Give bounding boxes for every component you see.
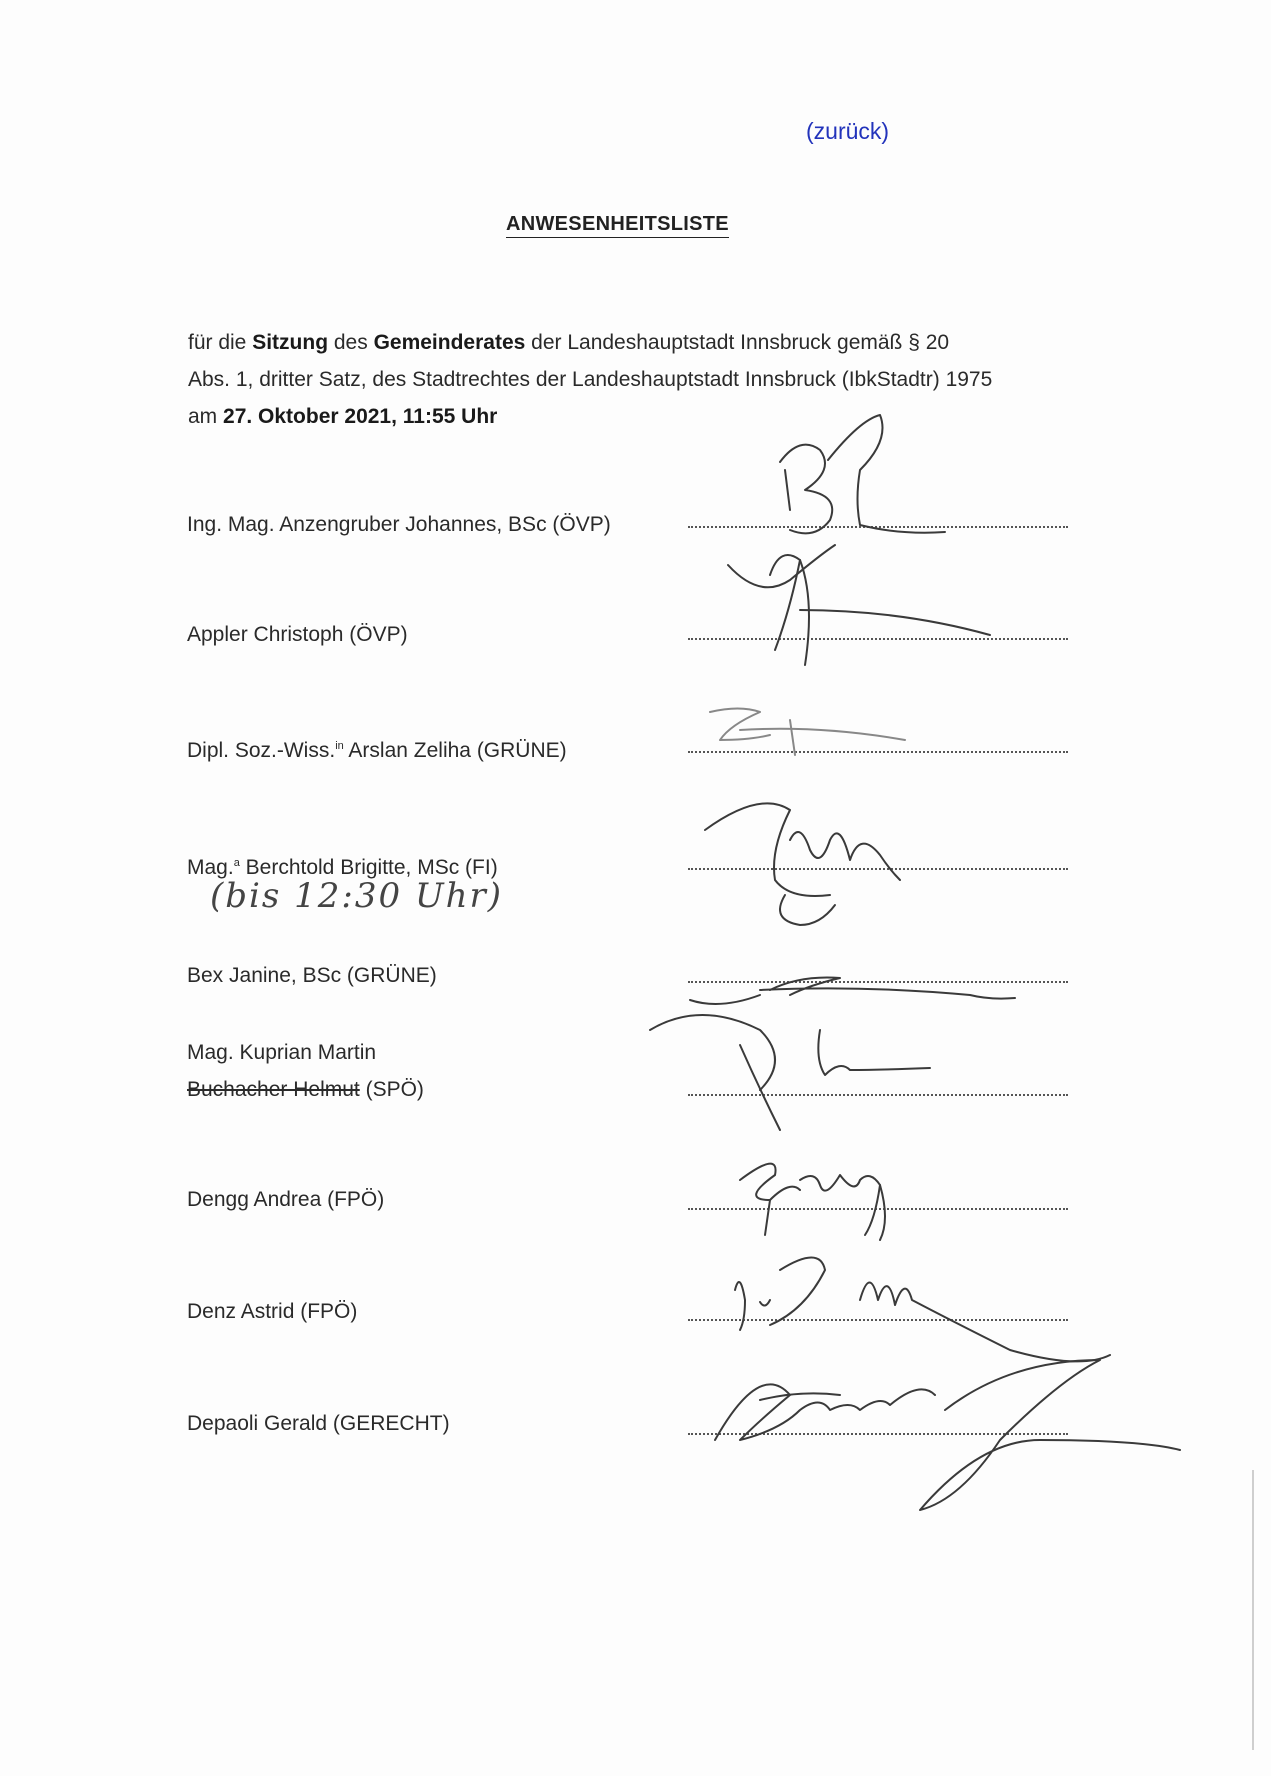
signature-9 [715, 1360, 1180, 1510]
attendee-name: Mag.$^a$ Berchtold Brigitte, MSc (FI) [187, 856, 498, 879]
attendee-name: Mag. Kuprian Martin Buchacher Helmut (SPÖ) [187, 1041, 424, 1101]
signature-2 [728, 545, 990, 665]
attendee-name: Dengg Andrea (FPÖ) [187, 1188, 385, 1211]
attendee-name: Denz Astrid (FPÖ) [187, 1300, 358, 1323]
attendee-name: Bex Janine, BSc (GRÜNE) [187, 964, 437, 987]
signature-3 [710, 709, 905, 756]
signature-8 [735, 1258, 1110, 1362]
attendee-name: Ing. Mag. Anzengruber Johannes, BSc (ÖVP) [187, 513, 611, 536]
attendee-name: Depaoli Gerald (GERECHT) [187, 1412, 450, 1435]
attendee-name: Appler Christoph (ÖVP) [187, 623, 408, 646]
signature-1 [780, 415, 945, 533]
page-title: ANWESENHEITSLISTE [506, 213, 729, 238]
intro-paragraph: für die Sitzung des Gemeinderates der Landeshauptstadt Innsbruck gemäß § 20 Abs. 1, dritter Satz, des Stadtrechtes der Landeshauptstadt Innsbruck (IbkStadtr) 1975 am 27. Oktober 2021, 11:55 Uhr [188, 331, 993, 428]
signature-5 [690, 978, 1015, 1005]
handwritten-note: (bis 12:30 Uhr) [210, 876, 504, 916]
signature-6 [650, 1015, 930, 1130]
signature-7 [740, 1164, 885, 1240]
back-link[interactable]: (zurück) [806, 118, 890, 144]
attendee-name: Dipl. Soz.-Wiss.$^{in}$ Arslan Zeliha (GRÜNE) [187, 739, 567, 762]
signature-4 [705, 803, 900, 925]
struck-name: Buchacher Helmut [187, 1078, 360, 1101]
